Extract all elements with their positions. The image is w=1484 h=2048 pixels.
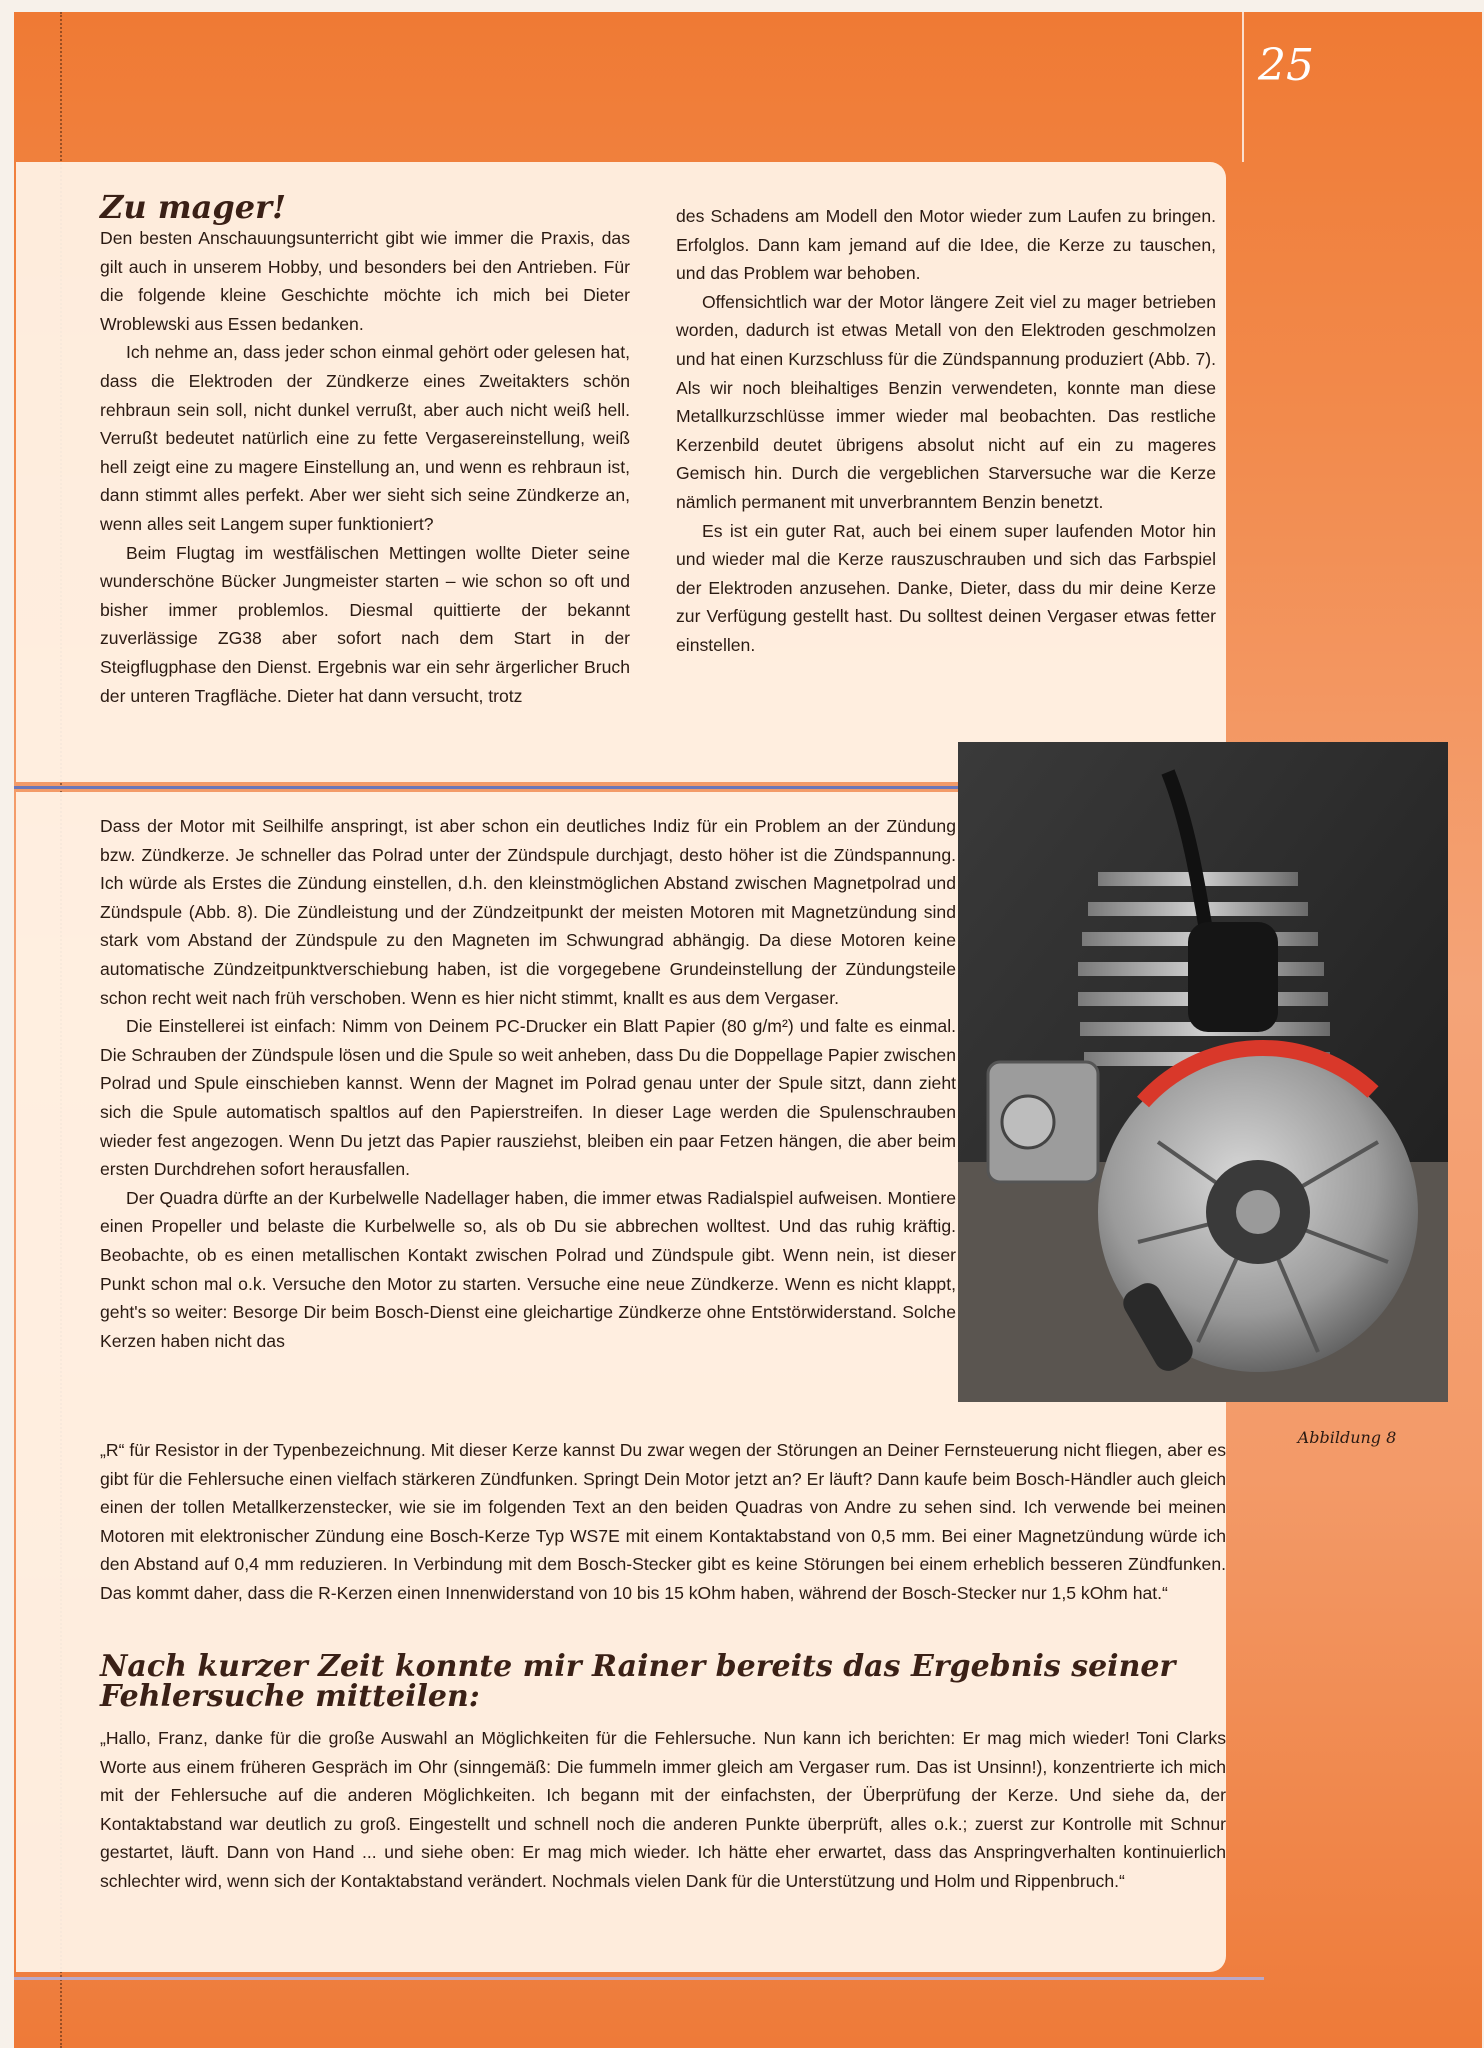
paragraph: „Hallo, Franz, danke für die große Auswahl an Möglichkeiten für die Fehlersuche. Nun kann ich berichten: Er mag mich wieder! Toni Clarks Worte aus einem früheren Gespräch im Ohr (sinngemäß: Die fummeln immer gleich am Vergaser rum. Das ist Unsinn!), konzentrierte ich mich mit der Fehlersuche auf die anderen Möglichkeiten. Ich begann mit der einfachsten, der Überprüfung der Kerze. Und siehe da, der Kontaktabstand war deutlich zu groß. Eingestellt und schnell noch die anderen Punkte überprüft, alles o.k.; zuerst zur Kontrolle mit Schnur gestartet, läuft. Dann von Hand ... und siehe oben: Er mag mich wieder. Ich hätte eher erwartet, dass das Anspringverhalten kontinuierlich schlechter wird, wenn sich der Kontaktabstand verändert. Nochmals vielen Dank für die Unterstützung und Holm und Rippenbruch.“ [100,1728,1226,1891]
paragraph: des Schadens am Modell den Motor wieder zum Laufen zu bringen. Erfolglos. Dann kam jemand auf die Idee, die Kerze zu tauschen, und das Problem war behoben. [676,206,1216,284]
section-heading: Zu mager! [100,188,286,226]
paragraph: Der Quadra dürfte an der Kurbelwelle Nadellager haben, die immer etwas Radialspiel aufweisen. Montiere einen Propeller und belaste die Kurbelwelle so, als ob Du sie abbrechen wolltest. Und das ruhig kräftig. Beobachte, ob es einen metallischen Kontakt zwischen Polrad und Zündspule gibt. Wenn nein, ist dieser Punkt schon mal o.k. Versuche den Motor zu starten. Versuche eine neue Zündkerze. Wenn es nicht klappt, geht's so weiter: Besorge Dir beim Bosch-Dienst eine gleichartige Zündkerze ohne Entstörwiderstand. Solche Kerzen haben nicht das [100,1187,956,1351]
engine-photo [958,742,1448,1402]
main-body-text-continued [100,1436,1226,1608]
paragraph: Ich nehme an, dass jeder schon einmal gehört oder gelesen hat, dass die Elektroden der Zündkerze eines Zweitakters schön rehbraun sein soll, nicht dunkel verrußt, aber auch nicht weiß hell. Verrußt bedeutet natürlich eine zu fette Vergasereinstellung, weiß hell zeigt eine zu magere Einstellung an, und wenn es rehbraun ist, dann stimmt alles perfekt. Aber wer sieht sich seine Zündkerze an, wenn alles seit Langem super funktioniert? [100,342,630,534]
magazine-page [14,12,1482,2048]
paragraph: Offensichtlich war der Motor längere Zeit viel zu mager betrieben worden, dadurch ist etwas Metall von den Elektroden geschmolzen und hat einen Kurzschluss für die Zündspannung produziert (Abb. 7). Als wir noch bleihaltiges Benzin verwendeten, konnte man diese Metallkurzschlüsse immer wieder mal beobachten. Das restliche Kerzenbild deutet übrigens absolut nicht auf ein zu mageres Gemisch hin. Durch die vergeblichen Starversuche war die Kerze nämlich permanent mit unverbranntem Benzin benetzt. [676,291,1216,512]
carburetor-cap [1002,1096,1054,1148]
page-number-divider [1242,12,1244,162]
right-column [676,202,1216,660]
paragraph: Die Einstellerei ist einfach: Nimm von Deinem PC-Drucker ein Blatt Papier (80 g/m²) und falte es einmal. Die Schrauben der Zündspule lösen und die Spule so weit anheben, dass Du die Doppellage Papier zwischen Polrad und Spule einschieben kannst. Wenn der Magnet im Polrad genau unter der Spule sitzt, dann zieht sich die Spule automatisch spaltlos auf den Papierstreifen. In dieser Lage werden die Spulenschrauben wieder fest angezogen. Wenn Du jetzt das Papier rausziehst, bleiben ein paar Fetzen hängen, die aber beim ersten Durchdrehen sofort herausfallen. [100,1016,956,1180]
crankshaft-nut [1236,1190,1280,1234]
paragraph: Den besten Anschauungsunterricht gibt wie immer die Praxis, das gilt auch in unserem Hobby, und besonders bei den Antrieben. Für die folgende kleine Geschichte möchte ich mich bei Dieter Wroblewski aus Essen bedanken. [100,228,630,334]
figure-caption: Abbildung 8 [1297,1428,1397,1447]
paragraph: Dass der Motor mit Seilhilfe anspringt, ist aber schon ein deutliches Indiz für ein Problem an der Zündung bzw. Zündkerze. Je schneller das Polrad unter der Zündspule durchjagt, desto höher ist die Zündspannung. Ich würde als Erstes die Zündung einstellen, d.h. den kleinstmöglichen Abstand zwischen Magnetpolrad und Zündspule (Abb. 8). Die Zündleistung und der Zündzeitpunkt der meisten Motoren mit Magnetzündung sind stark vom Abstand der Zündspule zu den Magneten im Schwungrad abhängig. Da diese Motoren keine automatische Zündzeitpunktverschiebung haben, ist die vorgegebene Grundeinstellung der Zündungsteile schon recht weit nach früh verschoben. Wenn es hier nicht stimmt, knallt es aus dem Vergaser. [100,816,956,1008]
quote-text [100,1724,1226,1896]
paragraph: Es ist ein guter Rat, auch bei einem super laufenden Motor hin und wieder mal die Kerze rauszuschrauben und sich das Farbspiel der Elektroden anzusehen. Danke, Dieter, dass du mir deine Kerze zur Verfügung gestellt hast. Du solltest deinen Vergaser etwas fetter einstellen. [676,520,1216,655]
ignition-coil [1188,922,1278,1032]
left-column [100,224,630,710]
section-heading-2: Nach kurzer Zeit konnte mir Rainer bereits das Ergebnis seiner Fehlersuche mitteilen: [100,1649,1176,1714]
paragraph: Beim Flugtag im westfälischen Mettingen wollte Dieter seine wunderschöne Bücker Jungmeister starten – wie schon so oft und bisher immer problemlos. Diesmal quittierte der bekannt zuverlässige ZG38 aber sofort nach dem Start in der Steigflugphase den Dienst. Ergebnis war ein sehr ärgerlicher Bruch der unteren Tragfläche. Dieter hat dann versucht, trotz [100,542,630,706]
main-body-text [100,812,956,1355]
page-number: 25 [1258,40,1314,91]
section-divider-rule [14,786,964,789]
bottom-divider-rule [14,1977,1264,1980]
paragraph: „R“ für Resistor in der Typenbezeichnung. Mit dieser Kerze kannst Du zwar wegen der Störungen an Deiner Fernsteuerung nicht fliegen, aber es gibt für die Fehlersuche einen vielfach stärkeren Zündfunken. Springt Dein Motor jetzt an? Er läuft? Dann kaufe beim Bosch-Händler auch gleich einen der tollen Metallkerzenstecker, wie sie im folgenden Text an den beiden Quadras von Andre zu sehen sind. Ich verwende bei meinen Motoren mit elektronischer Zündung eine Bosch-Kerze Typ WS7E mit einem Kontaktabstand von 0,5 mm. Bei einer Magnetzündung würde ich den Abstand auf 0,4 mm reduzieren. In Verbindung mit dem Bosch-Stecker gibt es keine Störungen bei einem erheblich besseren Zündfunken. Das kommt daher, dass die R-Kerzen einen Innenwiderstand von 10 bis 15 kOhm haben, während der Bosch-Stecker nur 1,5 kOhm hat.“ [100,1440,1226,1603]
